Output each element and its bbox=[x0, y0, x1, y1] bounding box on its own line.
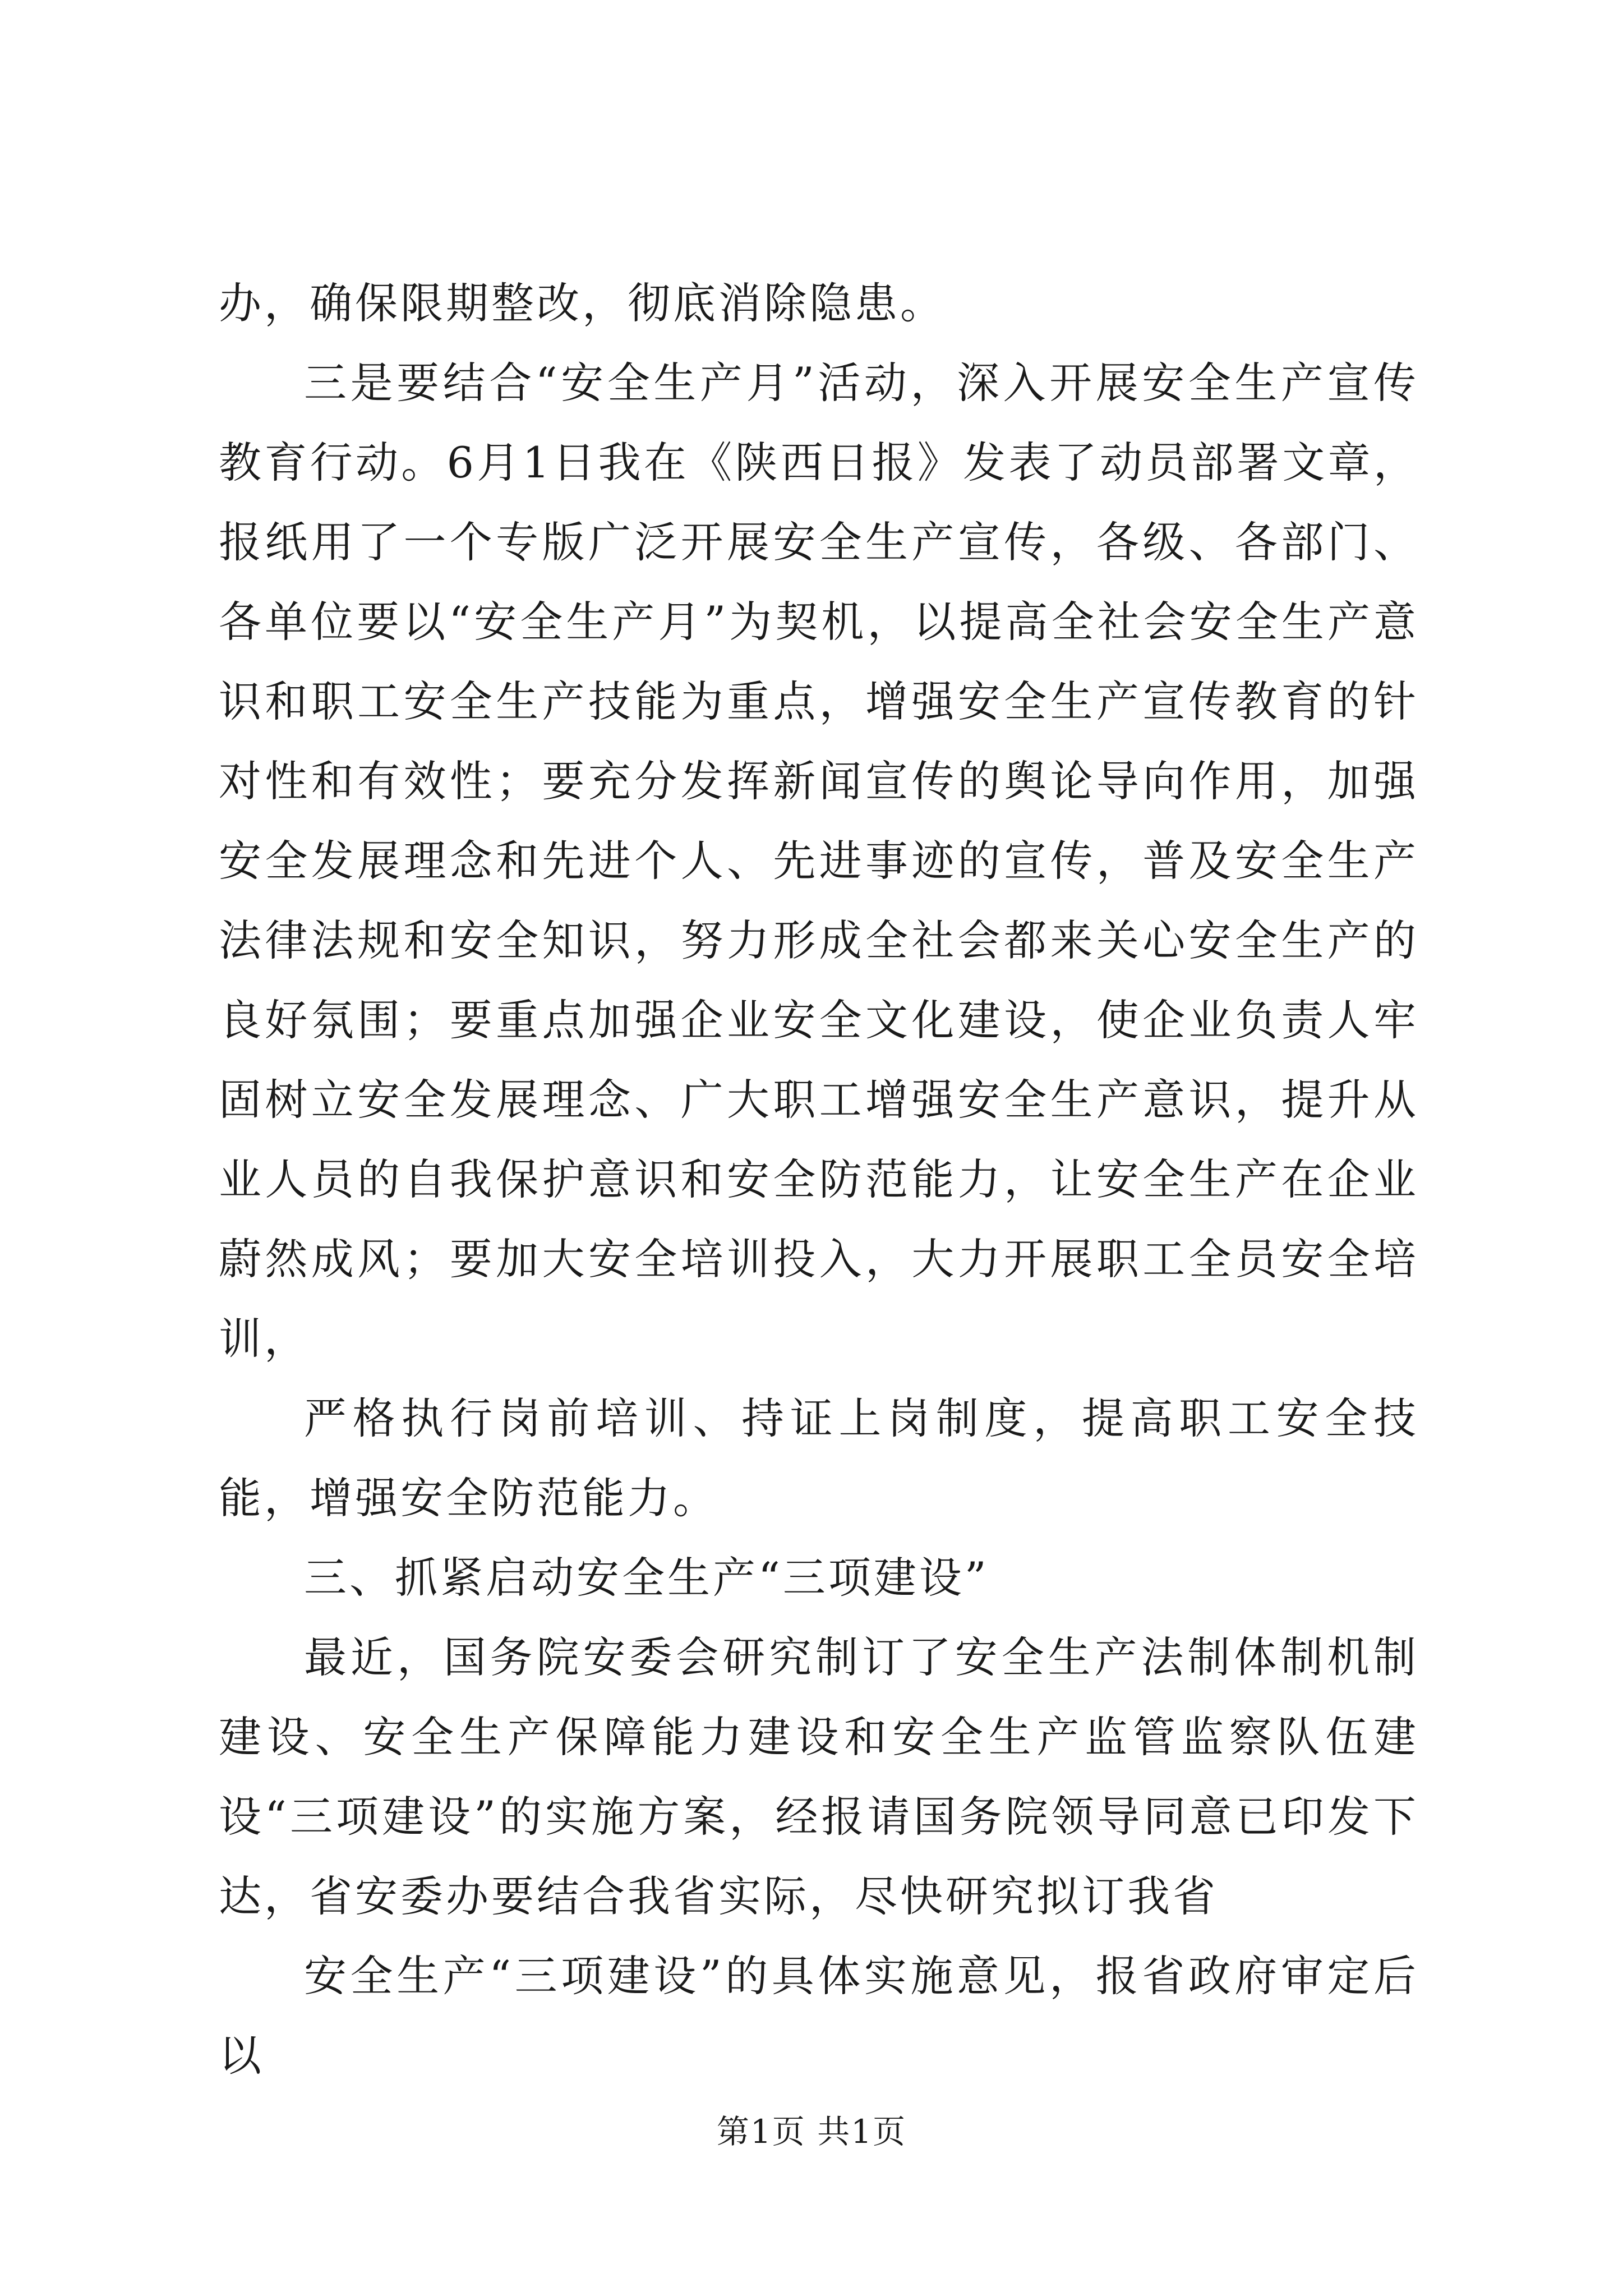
page-footer: 第1页 共1页 bbox=[716, 2113, 907, 2151]
paragraph-state-council: 最近，国务院安委会研究制订了安全生产法制体制机制建设、安全生产保障能力建设和安全生产监管监察队伍建设“三项建设”的实施方案，经报请国务院领导同意已印发下达，省安委办要结合我省实际，尽快研究拟订我省 bbox=[219, 1632, 1419, 1921]
paragraph-training: 严格执行岗前培训、持证上岗制度，提高职工安全技能，增强安全防范能力。 bbox=[219, 1393, 1419, 1523]
paragraph-safety-month: 三是要结合“安全生产月”活动，深入开展安全生产宣传教育行动。6月1日我在《陕西日报》发表了动员部署文章，报纸用了一个专版广泛开展安全生产宣传，各级、各部门、各单位要以“安全生产月”为契机，以提高全社会安全生产意识和职工安全生产技能为重点，增强安全生产宣传教育的针对性和有效性；要充分发挥新闻宣传的舆论导向作用，加强安全发展理念和先进个人、先进事迹的宣传，普及安全生产法律法规和安全知识，努力形成全社会都来关心安全生产的良好氛围；要重点加强企业安全文化建设，使企业负责人牢固树立安全发展理念、广大职工增强安全生产意识，提升从业人员的自我保护意识和安全防范能力，让安全生产在企业蔚然成风；要加大安全培训投入，大力开展职工全员安全培训， bbox=[219, 358, 1419, 1364]
paragraph-continuation: 办，确保限期整改，彻底消除隐患。 bbox=[219, 278, 946, 328]
paragraph-implementation: 安全生产“三项建设”的具体实施意见，报省政府审定后以 bbox=[219, 1951, 1419, 2081]
document-body bbox=[219, 264, 1419, 2096]
section-heading-three-constructions: 三、抓紧启动安全生产“三项建设” bbox=[304, 1553, 989, 1603]
